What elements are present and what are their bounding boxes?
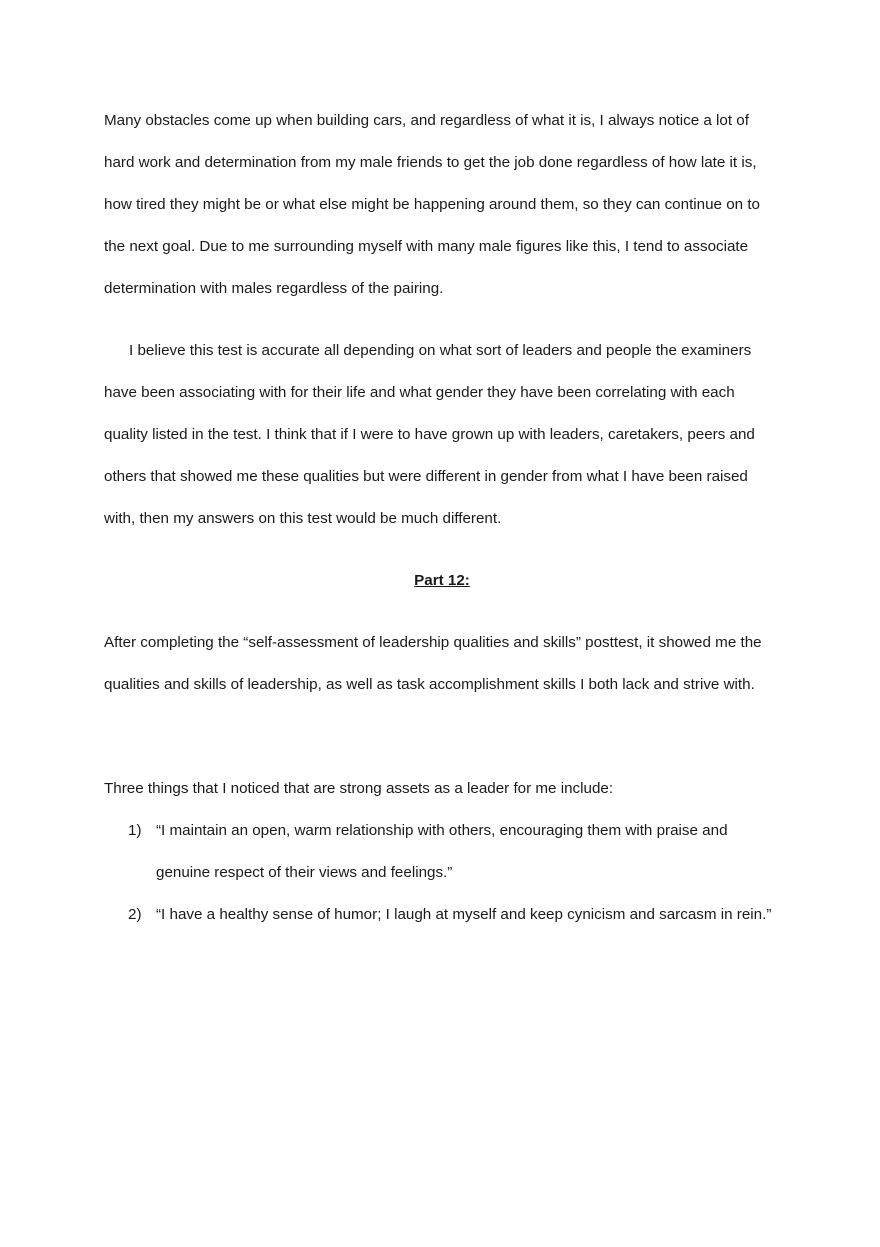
paragraph-test-accuracy: I believe this test is accurate all depending on what sort of leaders and people the examiners have been associating with for their life and what gender they have been correlating with each quality listed in the test. I think that if I were to have grown up with leaders, caretakers, peers and others that showed me these qualities but were different in gender from what I have been raised with, then my answers on this test would be much different. xyxy=(104,342,755,527)
list-item-number: 1) xyxy=(128,822,142,839)
list-intro: Three things that I noticed that are strong assets as a leader for me include: xyxy=(104,780,614,797)
list-item xyxy=(104,810,780,894)
list-item-number: 2) xyxy=(128,906,142,923)
paragraph-posttest: After completing the “self-assessment of leadership qualities and skills” posttest, it showed me the qualities and skills of leadership, as well as task accomplishment skills I both lack and strive with. xyxy=(104,634,762,693)
section-heading-part-12: Part 12: xyxy=(414,572,470,589)
list-item xyxy=(104,894,780,936)
list-item-text: “I maintain an open, warm relationship with others, encouraging them with praise and genuine respect of their views and feelings.” xyxy=(156,822,728,881)
document-body xyxy=(104,100,780,936)
paragraph-building-cars: Many obstacles come up when building cars, and regardless of what it is, I always notice a lot of hard work and determination from my male friends to get the job done regardless of how late it is, how tired they might be or what else might be happening around them, so they can continue on to the next goal. Due to me surrounding myself with many male figures like this, I tend to associate determination with males regardless of the pairing. xyxy=(104,112,761,297)
leadership-assets-list xyxy=(104,810,780,936)
list-item-text: “I have a healthy sense of humor; I laugh at myself and keep cynicism and sarcasm in rein.” xyxy=(156,906,772,923)
